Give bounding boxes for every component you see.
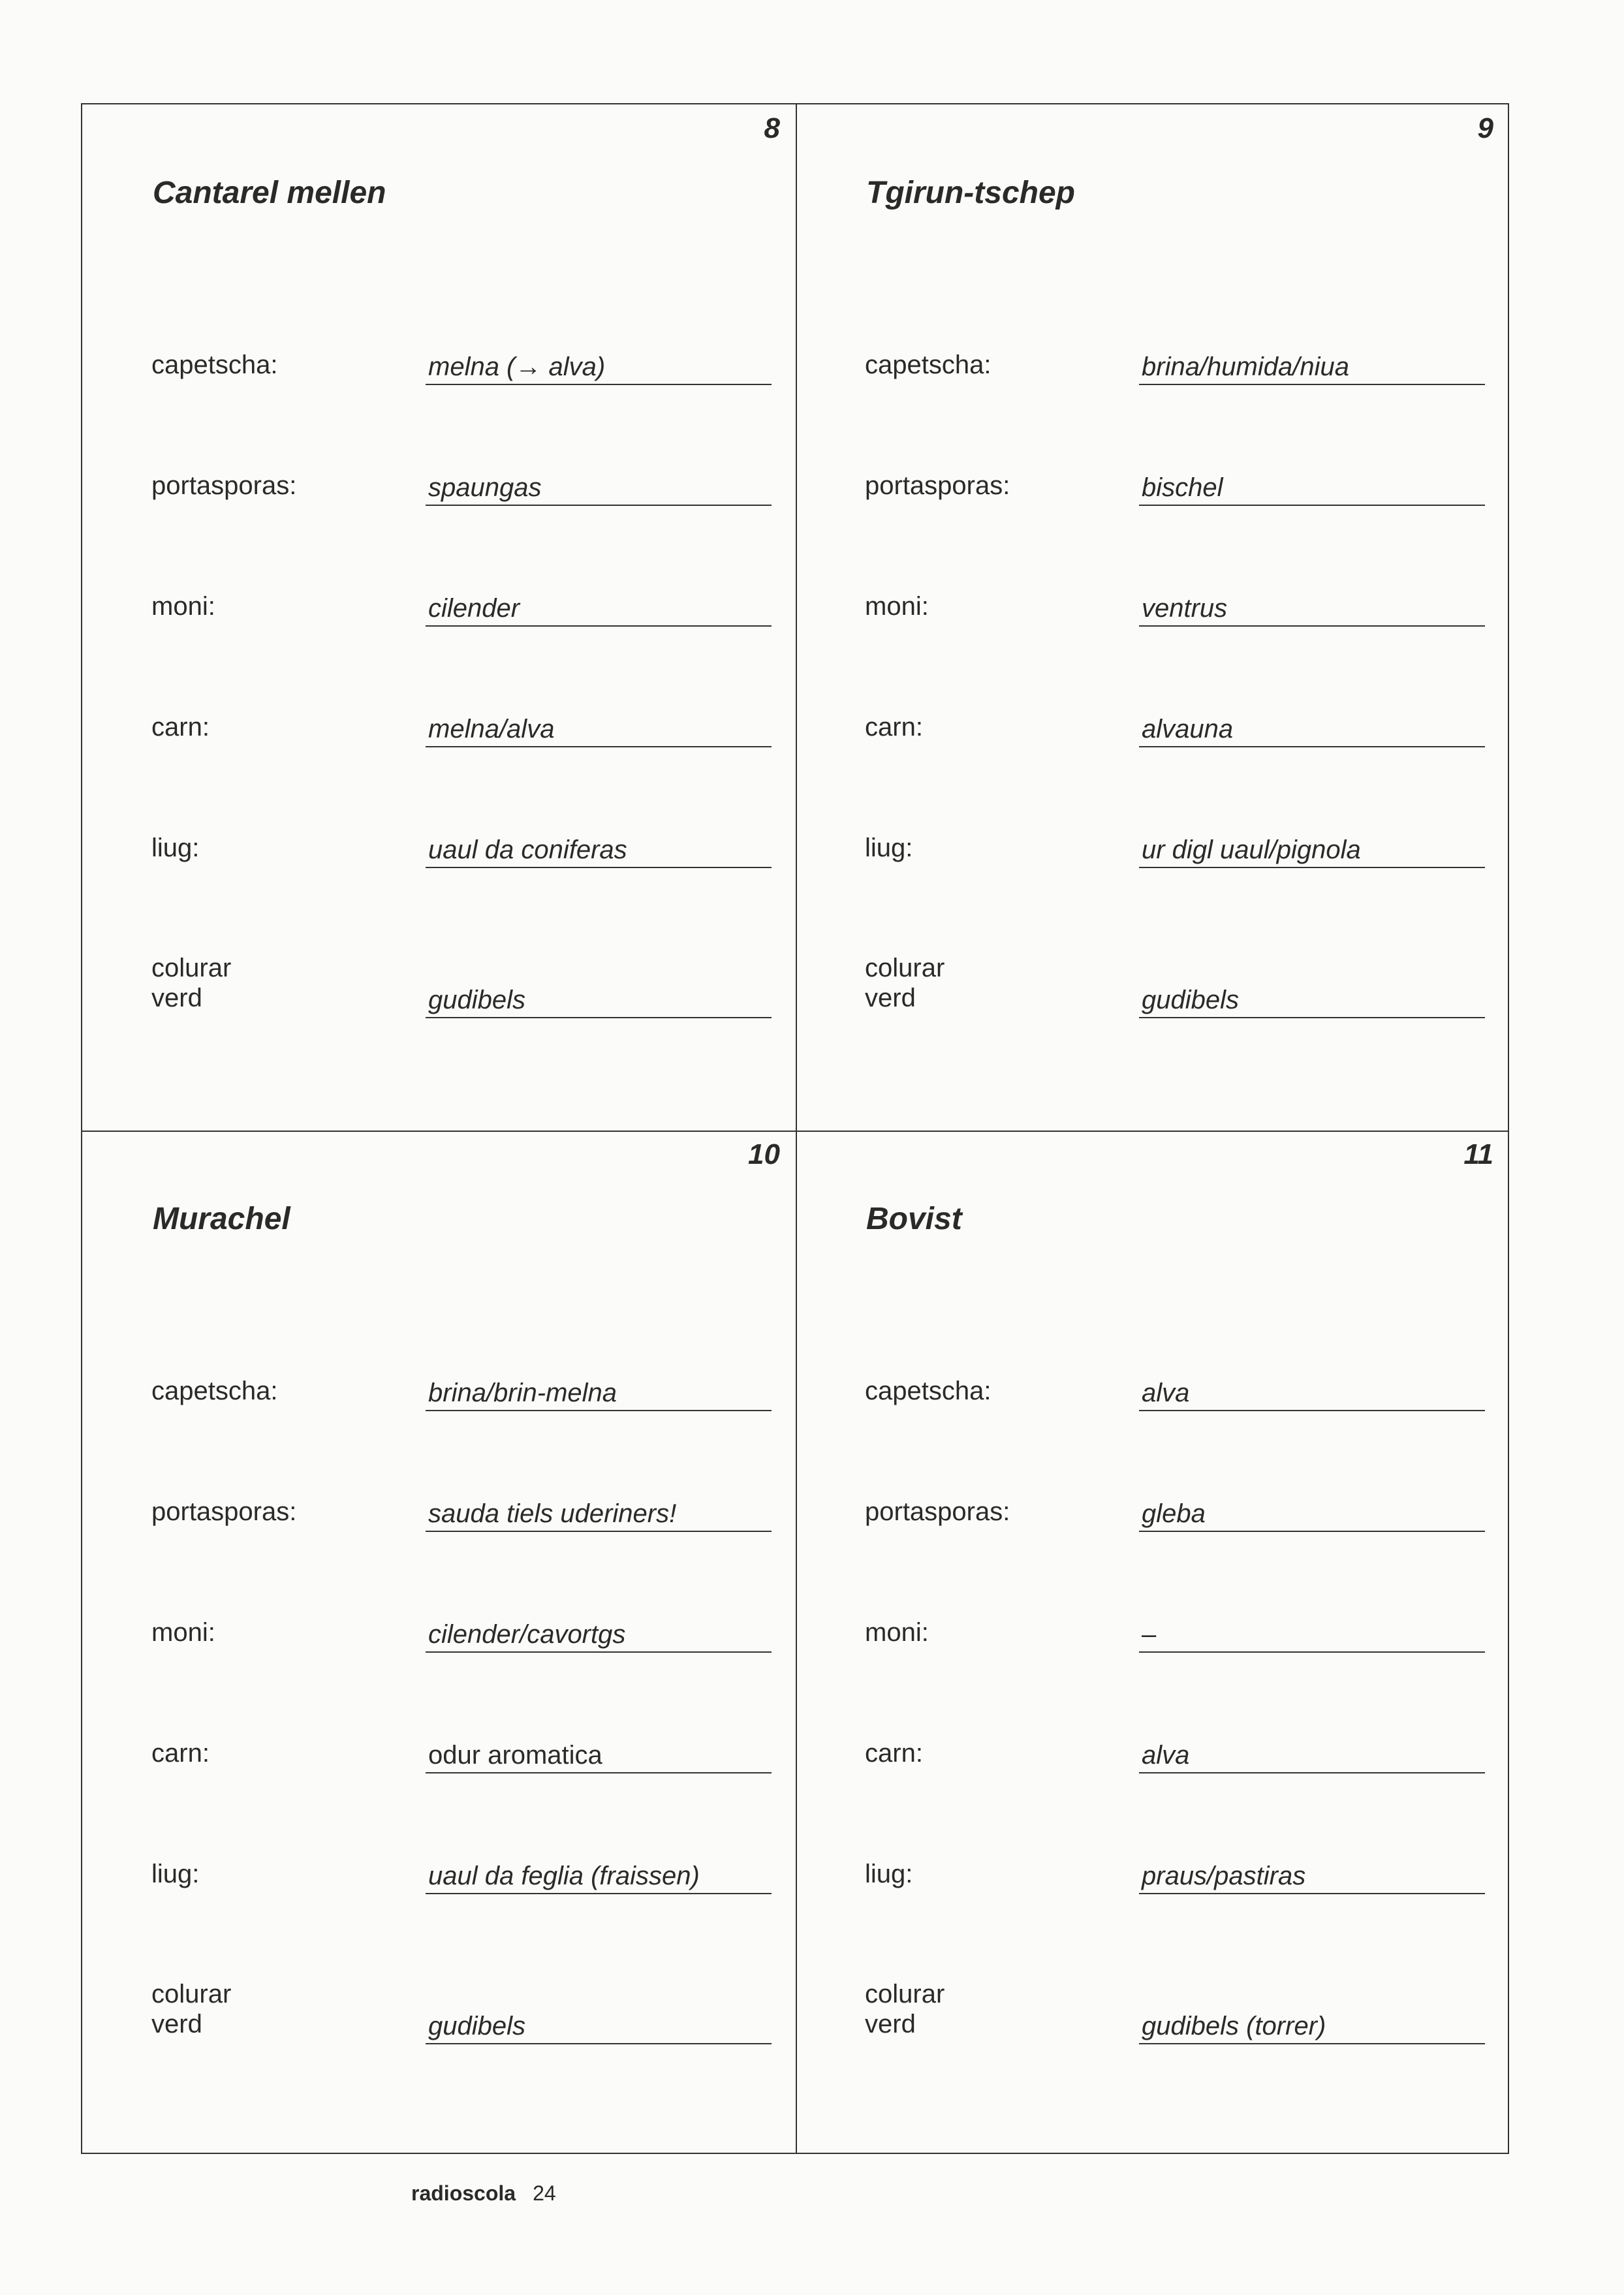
field-row — [151, 1695, 772, 1773]
field-row — [151, 428, 772, 506]
field-label: capetscha: — [865, 351, 992, 379]
field-label: colurar verd — [865, 954, 945, 1012]
publication-name: radioscola — [411, 2181, 516, 2205]
card-title: Bovist — [866, 1202, 962, 1236]
field-label: colurar verd — [151, 954, 232, 1012]
field-row — [865, 669, 1485, 747]
field-value: gudibels — [426, 983, 772, 1018]
field-value: praus/pastiras — [1139, 1859, 1485, 1894]
card-9 — [796, 104, 1509, 1129]
field-value: uaul da coniferas — [426, 833, 772, 868]
field-row — [865, 1333, 1485, 1411]
field-row — [865, 940, 1485, 1018]
field-row — [865, 1966, 1485, 2044]
field-value: melna (→ alva) — [426, 350, 772, 385]
card-number: 10 — [748, 1138, 780, 1170]
field-value: alva — [1139, 1376, 1485, 1411]
field-value: alvauna — [1139, 712, 1485, 747]
field-value: brina/brin-melna — [426, 1376, 772, 1411]
field-label: carn: — [151, 1739, 210, 1768]
field-label: moni: — [151, 1618, 215, 1647]
field-value: brina/humida/niua — [1139, 350, 1485, 385]
field-value: odur aromatica — [426, 1738, 772, 1773]
field-value: gudibels (torrer) — [1139, 2009, 1485, 2044]
field-row — [865, 1695, 1485, 1773]
field-row — [865, 1574, 1485, 1653]
card-11 — [796, 1131, 1509, 2155]
field-value: ur digl uaul/pignola — [1139, 833, 1485, 868]
card-number: 8 — [764, 112, 780, 144]
card-number: 11 — [1463, 1138, 1493, 1170]
field-row — [151, 1333, 772, 1411]
field-value: – — [1139, 1617, 1485, 1653]
card-title: Murachel — [153, 1202, 290, 1236]
field-label: moni: — [151, 592, 215, 621]
card-title: Cantarel mellen — [153, 176, 386, 210]
field-label: liug: — [865, 834, 913, 862]
field-label: carn: — [865, 1739, 923, 1768]
field-label: moni: — [865, 1618, 929, 1647]
field-row — [151, 548, 772, 627]
field-value: alva — [1139, 1738, 1485, 1773]
field-value: cilender — [426, 591, 772, 627]
field-value: ventrus — [1139, 591, 1485, 627]
field-label: carn: — [865, 713, 923, 742]
page-number: 24 — [533, 2181, 556, 2205]
field-label: portasporas: — [865, 1497, 1010, 1526]
field-value: uaul da feglia (fraissen) — [426, 1859, 772, 1894]
page-footer — [411, 2181, 556, 2206]
field-label: liug: — [865, 1860, 913, 1888]
field-label: liug: — [151, 834, 200, 862]
field-label: capetscha: — [151, 351, 278, 379]
field-label: portasporas: — [151, 1497, 297, 1526]
field-value: cilender/cavortgs — [426, 1617, 772, 1653]
field-row — [151, 790, 772, 868]
field-label: portasporas: — [865, 471, 1010, 500]
field-label: carn: — [151, 713, 210, 742]
field-value: gudibels — [426, 2009, 772, 2044]
field-row — [151, 669, 772, 747]
field-row — [865, 548, 1485, 627]
field-row — [865, 307, 1485, 385]
field-label: colurar verd — [151, 1980, 232, 2038]
field-value: bischel — [1139, 471, 1485, 506]
field-value: sauda tiels uderiners! — [426, 1497, 772, 1532]
field-label: liug: — [151, 1860, 200, 1888]
field-row — [865, 790, 1485, 868]
field-row — [151, 1574, 772, 1653]
field-row — [151, 307, 772, 385]
field-row — [151, 1454, 772, 1532]
field-value: gudibels — [1139, 983, 1485, 1018]
field-label: capetscha: — [865, 1377, 992, 1405]
field-row — [865, 428, 1485, 506]
card-8 — [82, 104, 796, 1129]
field-value: spaungas — [426, 471, 772, 506]
card-10 — [82, 1131, 796, 2155]
card-title: Tgirun-tschep — [866, 176, 1075, 210]
field-value: melna/alva — [426, 712, 772, 747]
field-label: capetscha: — [151, 1377, 278, 1405]
field-label: colurar verd — [865, 1980, 945, 2038]
field-label: portasporas: — [151, 471, 297, 500]
field-row — [151, 1966, 772, 2044]
field-row — [151, 940, 772, 1018]
card-number: 9 — [1477, 112, 1493, 144]
field-value: gleba — [1139, 1497, 1485, 1532]
field-row — [865, 1816, 1485, 1894]
field-row — [151, 1816, 772, 1894]
field-row — [865, 1454, 1485, 1532]
field-label: moni: — [865, 592, 929, 621]
